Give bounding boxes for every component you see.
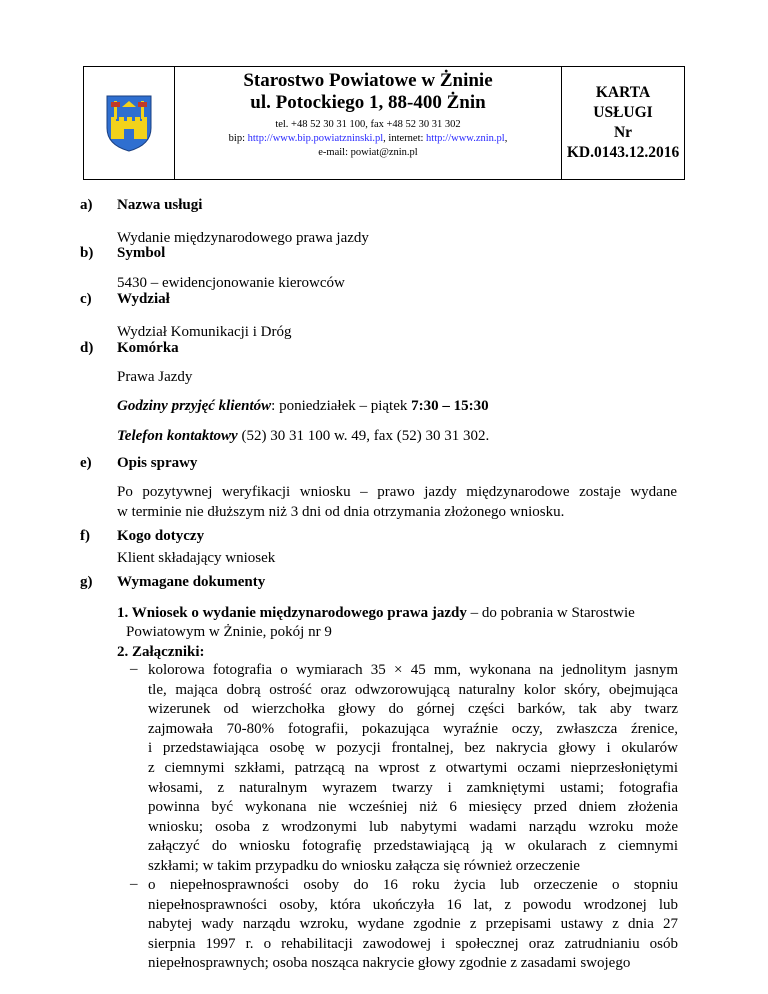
document-text-line: niepełnosprawnych; osoba nosząca nakrycie głowy zgodnie z zasadami swojego — [148, 955, 631, 972]
bullet-dash-2: – — [130, 876, 138, 892]
application-form-source: – do pobrania w Starostwie — [466, 605, 635, 621]
section-c-letter: c) — [80, 291, 92, 307]
bip-link[interactable]: http://www.bip.powiatzninski.pl — [247, 133, 384, 144]
section-c-title: Wydział — [117, 291, 170, 307]
application-form-title: 1. Wniosek o wydanie międzynarodowego prawa jazdy — [117, 605, 467, 621]
application-form-location: Powiatowym w Żninie, pokój nr 9 — [126, 624, 332, 640]
phone-fax: tel. +48 52 30 31 100, fax +48 52 30 31 302 — [275, 119, 461, 130]
section-g-title: Wymagane dokumenty — [117, 574, 266, 590]
hours-value: 7:30 – 15:30 — [411, 398, 489, 414]
hours-label: Godziny przyjęć klientów — [117, 398, 272, 414]
section-a-title: Nazwa usługi — [117, 197, 203, 213]
document-text-line: wizerunek od wierzchołka głowy do górnej części barków, tak aby twarz — [148, 701, 678, 718]
section-e-title: Opis sprawy — [117, 455, 198, 471]
card-number: KD.0143.12.2016 — [566, 144, 680, 161]
document-text-line: nabytej wady narządu wzroku, wydane zgodnie z przepisami ustawy z dnia 27 — [148, 916, 678, 933]
coat-of-arms-cell — [84, 67, 175, 179]
document-text-line: niepełnosprawności osoby, która ukończyła 16 lat, z powodu wrodzonej lub — [148, 896, 678, 913]
document-text-line: włosami, z naturalnym wyrazem twarzy i zamkniętymi ustami; fotografia — [148, 779, 678, 796]
section-b-letter: b) — [80, 245, 94, 261]
internet-link[interactable]: http://www.znin.pl — [426, 133, 505, 144]
section-f-text: Klient składający wniosek — [117, 550, 276, 566]
document-text-line: z ciemnymi szkłami, patrzącą na wprost z otwartymi oczami nieprzesłoniętymi — [148, 760, 678, 776]
office-hours — [117, 396, 489, 416]
document-text-line: tle, mająca dobrą ostrość oraz odwzorowującą naturalny kolor skóry, obejmująca — [148, 681, 678, 698]
document-text-line: sierpnia 1997 r. o rehabilitacji zawodowej i społecznej oraz zatrudnianiu osób — [148, 935, 678, 952]
hours-days: : poniedziałek – piątek — [271, 398, 412, 414]
service-label: USŁUGI — [593, 104, 653, 121]
section-b-title: Symbol — [117, 245, 166, 261]
section-b-text: 5430 – ewidencjonowanie kierowców — [117, 275, 345, 291]
nr-label: Nr — [613, 124, 633, 141]
document-text-line: i przedstawiająca osobę w pozycji frontalnej, bez nakrycia głowy i okularów — [148, 740, 678, 757]
header-table — [83, 66, 685, 180]
document-text-line: szkłami; w takim przypadku do wniosku załącza się również orzeczenie — [148, 858, 580, 874]
phone-value: (52) 30 31 100 w. 49, fax (52) 30 31 302. — [237, 428, 490, 444]
section-f-letter: f) — [80, 528, 90, 544]
section-e-line-2: w terminie nie dłuższym niż 3 dni od dnia otrzymania złożonego wniosku. — [117, 504, 565, 520]
card-number-cell — [562, 67, 684, 179]
bip-label: bip: — [228, 133, 248, 144]
org-address: ul. Potockiego 1, 88-400 Żnin — [250, 92, 486, 113]
document-item-1 — [117, 603, 635, 623]
section-d-letter: d) — [80, 340, 94, 356]
document-text-line: zajmowała 70-80% fotografii, pokazująca wyraźnie oczy, zwłaszcza źrenice, — [148, 720, 678, 737]
contact-phone — [117, 426, 489, 446]
section-a-letter: a) — [80, 197, 93, 213]
internet-label: , internet: — [383, 133, 427, 144]
section-d-title: Komórka — [117, 340, 179, 356]
document-text-line: wniosku; osoba z wrodzonymi lub nabytymi wadami narządu wzroku może — [148, 818, 678, 835]
section-e-letter: e) — [80, 455, 92, 471]
header-center — [175, 67, 562, 179]
phone-label: Telefon kontaktowy — [117, 428, 238, 444]
card-label: KARTA — [595, 84, 651, 101]
web-line: bip: http://www.bip.powiatzninski.pl, internet: http://www.znin.pl, — [228, 133, 508, 144]
document-text-line: załączyć do wniosku fotografię przedstawiającą ją w okularach z ciemnymi — [148, 838, 678, 855]
section-f-title: Kogo dotyczy — [117, 528, 205, 544]
org-name: Starostwo Powiatowe w Żninie — [243, 70, 493, 91]
coat-of-arms-icon — [104, 93, 154, 153]
section-a-text: Wydanie międzynarodowego prawa jazdy — [117, 230, 369, 246]
document-text-line: o niepełnosprawności osoby do 16 roku życia lub orzeczenie o stopniu — [148, 877, 678, 893]
attachments-label: 2. Załączniki: — [117, 644, 205, 660]
bullet-dash-1: – — [130, 661, 138, 677]
section-e-line-1: Po pozytywnej weryfikacji wniosku – prawo jazdy międzynarodowe zostaje wydane — [117, 484, 677, 500]
email-line: e-mail: powiat@znin.pl — [318, 147, 418, 158]
document-text-line: powinna być wykonana nie wcześniej niż 6 miesięcy przed dniem złożenia — [148, 799, 678, 816]
section-c-text: Wydział Komunikacji i Dróg — [117, 324, 292, 340]
document-text-line: kolorowa fotografia o wymiarach 35 × 45 mm, wykonana na jednolitym jasnym — [148, 662, 678, 678]
section-g-letter: g) — [80, 574, 93, 590]
section-d-text: Prawa Jazdy — [117, 369, 193, 385]
